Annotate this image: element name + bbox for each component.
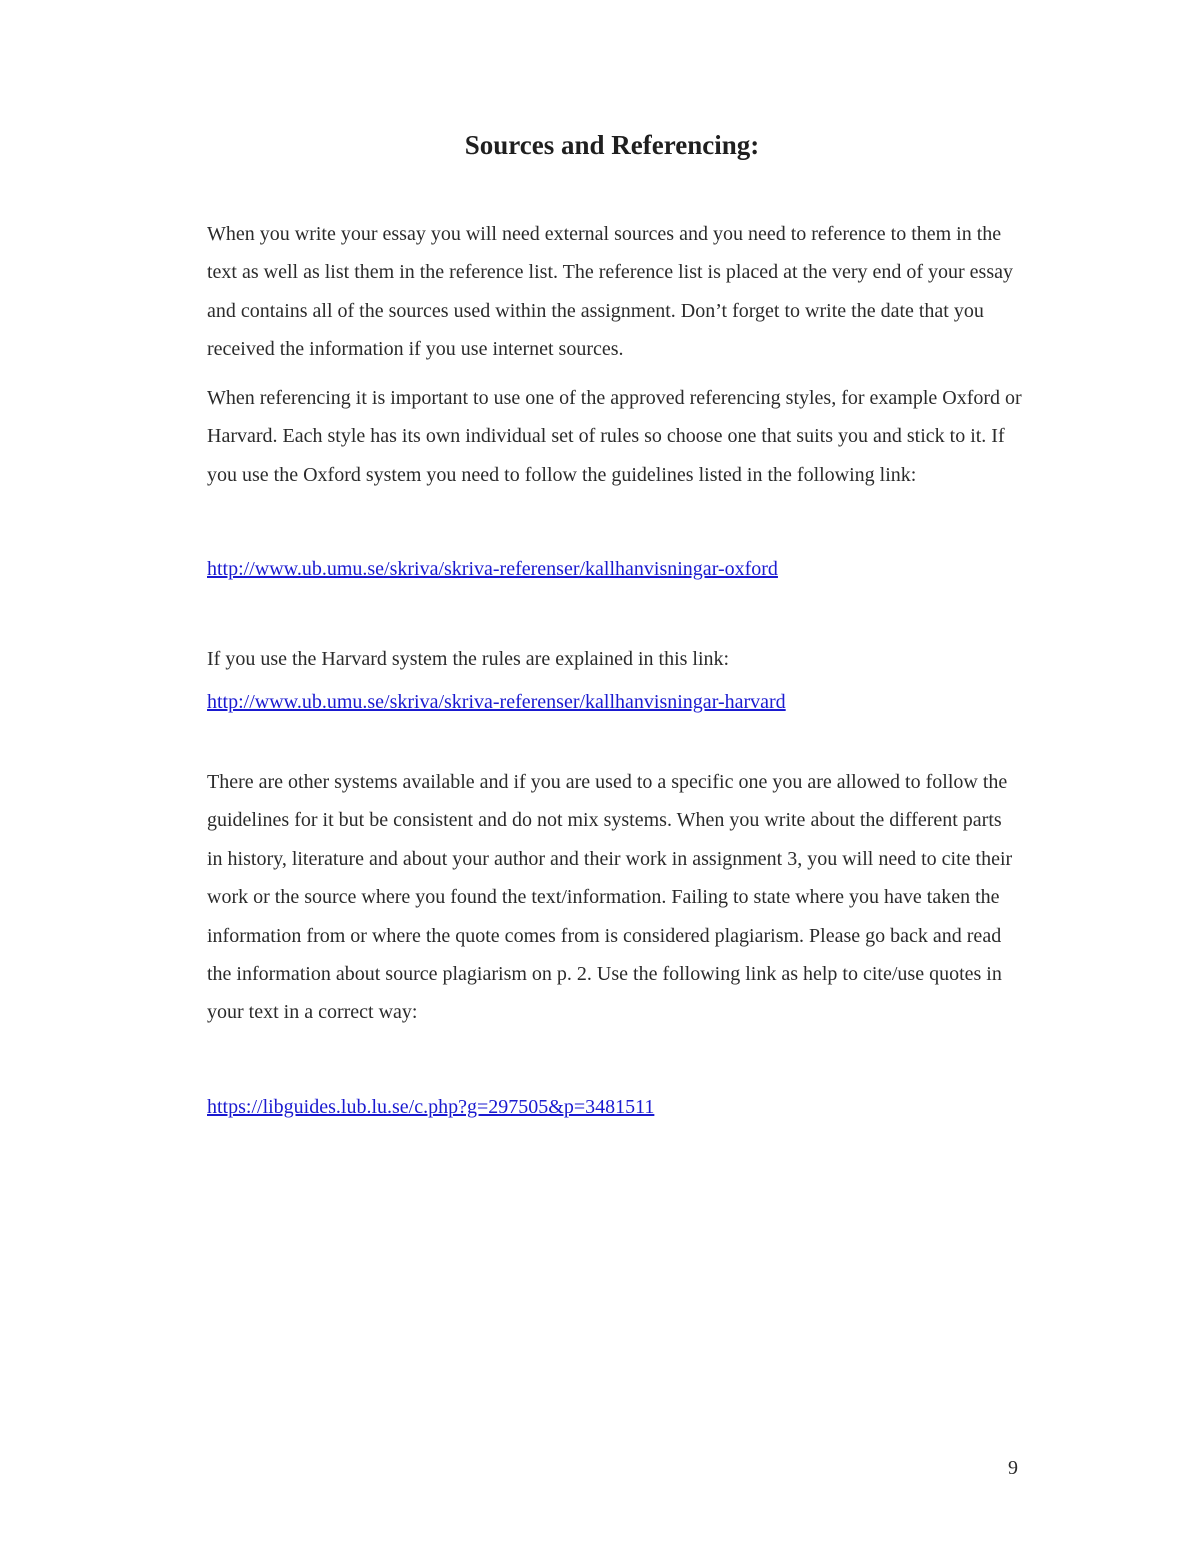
page-number: 9 [1008, 1457, 1018, 1479]
harvard-intro-paragraph: If you use the Harvard system the rules are explained in this link: [207, 648, 730, 670]
referencing-styles-paragraph: When referencing it is important to use one of the approved referencing styles, for example Oxford or Harvard. Each style has its own individual set of rules so choose one that suits you and stick to it. If you use the Oxford system you need to follow the guidelines listed in the following link: [207, 387, 1022, 486]
libguides-link[interactable]: https://libguides.lub.lu.se/c.php?g=297505&p=3481511 [207, 1096, 655, 1118]
other-systems-paragraph: There are other systems available and if you are used to a specific one you are allowed to follow the guidelines for it but be consistent and do not mix systems. When you write about the different parts in history, literature and about your author and their work in assignment 3, you will need to cite their work or the source where you found the text/information. Failing to state where you have taken the information from or where the quote comes from is considered plagiarism. Please go back and read the information about source plagiarism on p. 2. Use the following link as help to cite/use quotes in your text in a correct way: [207, 771, 1013, 1024]
page-title: Sources and Referencing: [464, 130, 760, 160]
harvard-link[interactable]: http://www.ub.umu.se/skriva/skriva-referenser/kallhanvisningar-harvard [207, 691, 786, 713]
oxford-link[interactable]: http://www.ub.umu.se/skriva/skriva-referenser/kallhanvisningar-oxford [207, 558, 778, 580]
intro-paragraph: When you write your essay you will need external sources and you need to reference to them in the text as well as list them in the reference list. The reference list is placed at the very end of your essay and contains all of the sources used within the assignment. Don’t forget to write the date that you received the information if you use internet sources. [207, 223, 1013, 361]
